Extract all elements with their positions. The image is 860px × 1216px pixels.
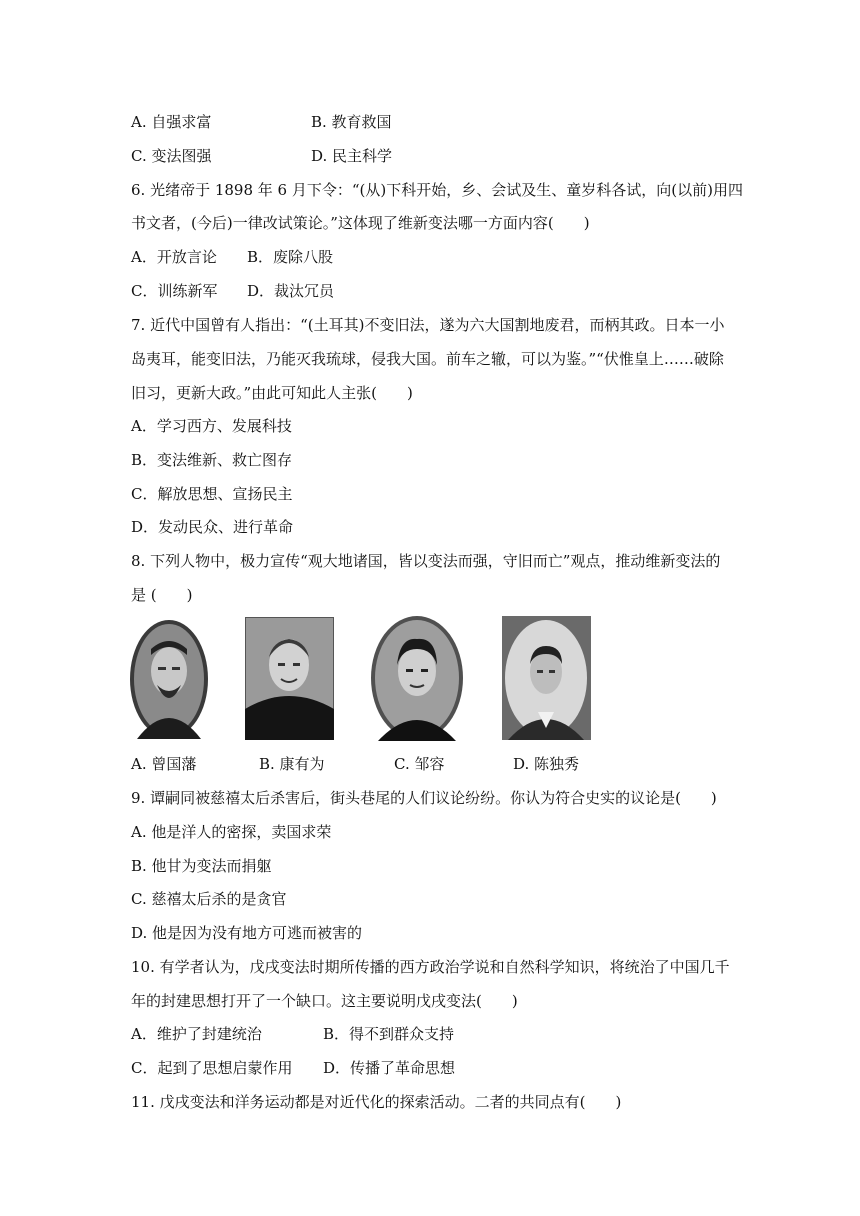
q8-stem-line-2: 是 ( ) — [131, 586, 193, 604]
portrait-zou-rong-image — [370, 615, 464, 741]
q6-option-b: B．废除八股 — [247, 248, 334, 266]
q8-option-a: A. 曾国藩 — [131, 755, 197, 773]
q10-option-b: B．得不到群众支持 — [323, 1025, 455, 1043]
q10-option-a: A．维护了封建统治 — [131, 1025, 262, 1043]
q8-option-b: B. 康有为 — [259, 755, 325, 773]
portrait-kang-youwei-image — [245, 617, 334, 740]
q5-option-d: D. 民主科学 — [311, 147, 393, 165]
q9-option-c: C. 慈禧太后杀的是贪官 — [131, 890, 287, 908]
q9-option-a: A. 他是洋人的密探，卖国求荣 — [131, 823, 332, 841]
q7-option-a: A．学习西方、发展科技 — [131, 417, 292, 435]
q8-option-d: D. 陈独秀 — [513, 755, 580, 773]
q9-option-d: D. 他是因为没有地方可逃而被害的 — [131, 924, 363, 942]
q8-stem-line-1: 8. 下列人物中，极力宣传“观大地诸国，皆以变法而强，守旧而亡”观点，推动维新变法的 — [131, 552, 721, 570]
q11-stem-line-1: 11. 戊戌变法和洋务运动都是对近代化的探索活动。二者的共同点有( ) — [131, 1093, 622, 1111]
q5-option-b: B. 教育救国 — [311, 113, 392, 131]
q6-stem-line-1: 6. 光绪帝于 1898 年 6 月下令：“(从)下科开始，乡、会试及生、童岁科各试，向(以前)用四 — [131, 181, 743, 199]
q5-option-c: C. 变法图强 — [131, 147, 212, 165]
q7-option-d: D．发动民众、进行革命 — [131, 518, 294, 536]
q9-option-b: B. 他甘为变法而捐躯 — [131, 857, 272, 875]
q6-option-c: C．训练新军 — [131, 282, 218, 300]
q10-stem-line-2: 年的封建思想打开了一个缺口。这主要说明戊戌变法( ) — [131, 992, 518, 1010]
q7-option-c: C．解放思想、宣扬民主 — [131, 485, 293, 503]
portrait-zeng-guofan-image — [129, 619, 209, 739]
q6-option-d: D．裁汰冗员 — [247, 282, 335, 300]
q6-stem-line-2: 书文者，(今后)一律改试策论。”这体现了维新变法哪一方面内容( ) — [131, 214, 590, 232]
q10-option-c: C．起到了思想启蒙作用 — [131, 1059, 293, 1077]
q7-stem-line-2: 岛夷耳，能变旧法，乃能灭我琉球，侵我大国。前车之辙，可以为鉴。”“伏惟皇上……破除 — [131, 350, 724, 368]
q10-option-d: D．传播了革命思想 — [323, 1059, 456, 1077]
q9-stem-line-1: 9. 谭嗣同被慈禧太后杀害后，街头巷尾的人们议论纷纷。你认为符合史实的议论是( ) — [131, 789, 717, 807]
q7-option-b: B．变法维新、救亡图存 — [131, 451, 293, 469]
q10-stem-line-1: 10. 有学者认为，戊戌变法时期所传播的西方政治学说和自然科学知识，将统治了中国几千 — [131, 958, 730, 976]
q8-option-c: C. 邹容 — [394, 755, 445, 773]
q6-option-a: A．开放言论 — [131, 248, 217, 266]
portrait-chen-duxiu-image — [502, 616, 591, 740]
q5-option-a: A. 自强求富 — [131, 113, 212, 131]
q7-stem-line-1: 7. 近代中国曾有人指出：“(土耳其)不变旧法，遂为六大国割地废君，而柄其政。日本一小 — [131, 316, 725, 334]
q7-stem-line-3: 旧习，更新大政。”由此可知此人主张( ) — [131, 384, 413, 402]
